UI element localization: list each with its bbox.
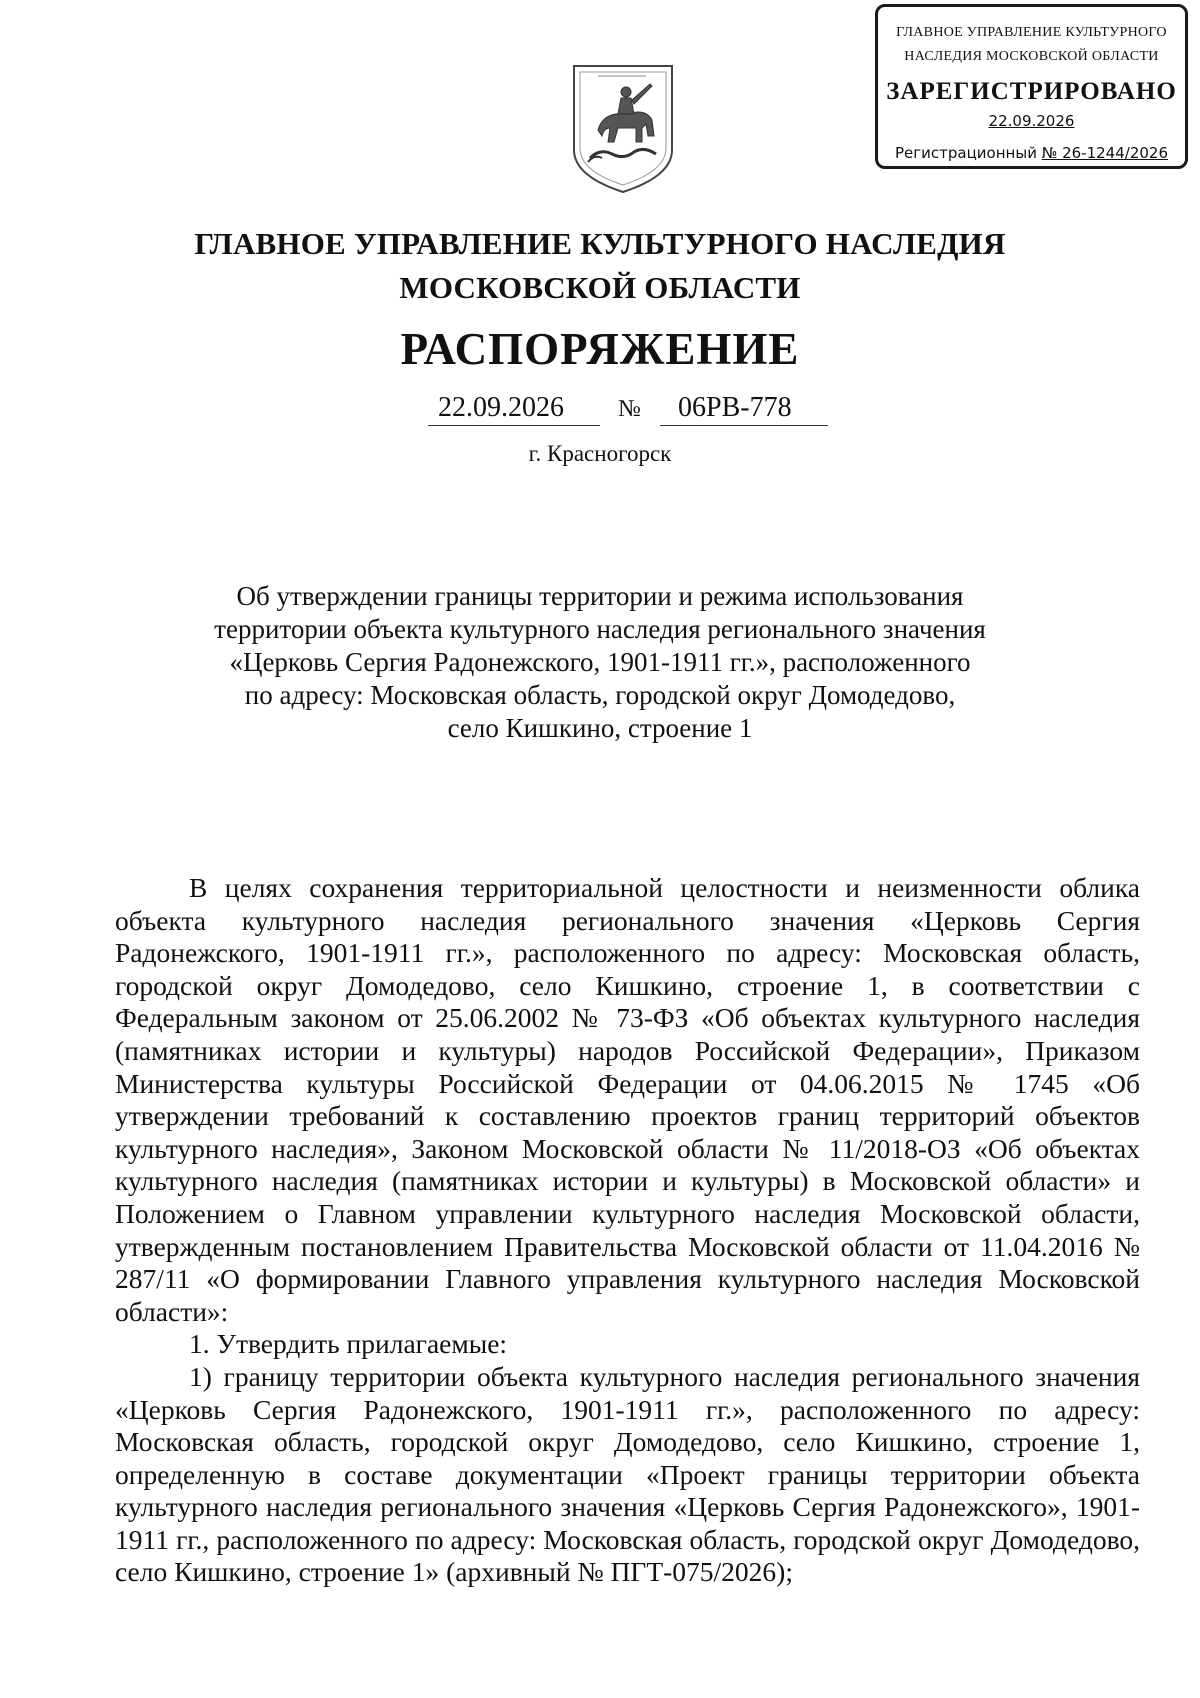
stamp-status: ЗАРЕГИСТРИРОВАНО [886, 78, 1177, 105]
registration-stamp [875, 4, 1188, 169]
date-underline [428, 425, 600, 426]
document-date: 22.09.2026 [438, 392, 564, 423]
stamp-registration-number [878, 143, 1185, 163]
city: г. Красногорск [528, 441, 672, 466]
organization-title [100, 222, 1100, 310]
organization-title-line-1: ГЛАВНОЕ УПРАВЛЕНИЕ КУЛЬТУРНОГО НАСЛЕДИЯ [194, 226, 1006, 261]
subject-line: Об утверждении границы территории и режима использования [236, 581, 964, 611]
document-type: РАСПОРЯЖЕНИЕ [400, 324, 800, 374]
stamp-org-line-2: НАСЛЕДИЯ МОСКОВСКОЙ ОБЛАСТИ [904, 49, 1159, 64]
coat-of-arms-icon [568, 58, 678, 196]
stamp-org-line-1: ГЛАВНОЕ УПРАВЛЕНИЕ КУЛЬТУРНОГО [896, 25, 1167, 40]
stamp-date: 22.09.2026 [988, 112, 1075, 130]
stamp-organization [878, 21, 1185, 69]
organization-title-line-2: МОСКОВСКОЙ ОБЛАСТИ [399, 270, 801, 305]
subject-line: по адресу: Московская область, городской округ Домодедово, [244, 680, 956, 710]
document-body [115, 872, 1140, 1589]
subject-line: «Церковь Сергия Радонежского, 1901-1911 гг.», расположенного [229, 647, 971, 677]
subject-line: село Кишкино, строение 1 [447, 713, 753, 743]
body-paragraph: В целях сохранения территориальной целостности и неизменности облика объекта культурного наследия регионального значения «Церковь Сергия Радонежского, 1901-1911 гг.», расположенного по адресу: Московская область, городской округ Домодедово, село Кишкино, строение 1, в соответствии с Федеральным законом от 25.06.2002 № 73-ФЗ «Об объектах культурного наследия (памятниках истории и культуры) народов Российской Федерации», Приказом Министерства культуры Российской Федерации от 04.06.2015 № 1745 «Об утверждении требований к составлению проектов границ территорий объектов культурного наследия», Законом Московской области № 11/2018-ОЗ «Об объектах культурного наследия (памятниках истории и культуры) в Московской области» и Положением о Главном управлении культурного наследия Московской области, утвержденным постановлением Правительства Московской области от 11.04.2016 № 287/11 «О формировании Главного управления культурного наследия Московской области»: [115, 872, 1140, 1327]
document-date-number [428, 392, 828, 426]
document-subject [150, 580, 1050, 745]
number-sign: № [618, 396, 641, 422]
body-paragraph: 1. Утвердить прилагаемые: [189, 1328, 508, 1360]
subject-line: территории объекта культурного наследия регионального значения [214, 614, 986, 644]
number-underline [660, 425, 828, 426]
body-paragraph: 1) границу территории объекта культурного наследия регионального значения «Церковь Сергия Радонежского, 1901-1911 гг.», расположенного по адресу: Московская область, городской округ Домодедово, село Кишкино, строение 1, определенную в составе документации «Проект границы территории объекта культурного наследия регионального значения «Церковь Сергия Радонежского», 1901-1911 гг., расположенного по адресу: Московская область, городской округ Домодедово, село Кишкино, строение 1» (архивный № ПГТ-075/2026); [115, 1360, 1140, 1588]
stamp-number-value: № 26-1244/2026 [1041, 144, 1168, 162]
document-number: 06РВ-778 [678, 392, 792, 423]
stamp-number-label: Регистрационный [895, 144, 1042, 162]
